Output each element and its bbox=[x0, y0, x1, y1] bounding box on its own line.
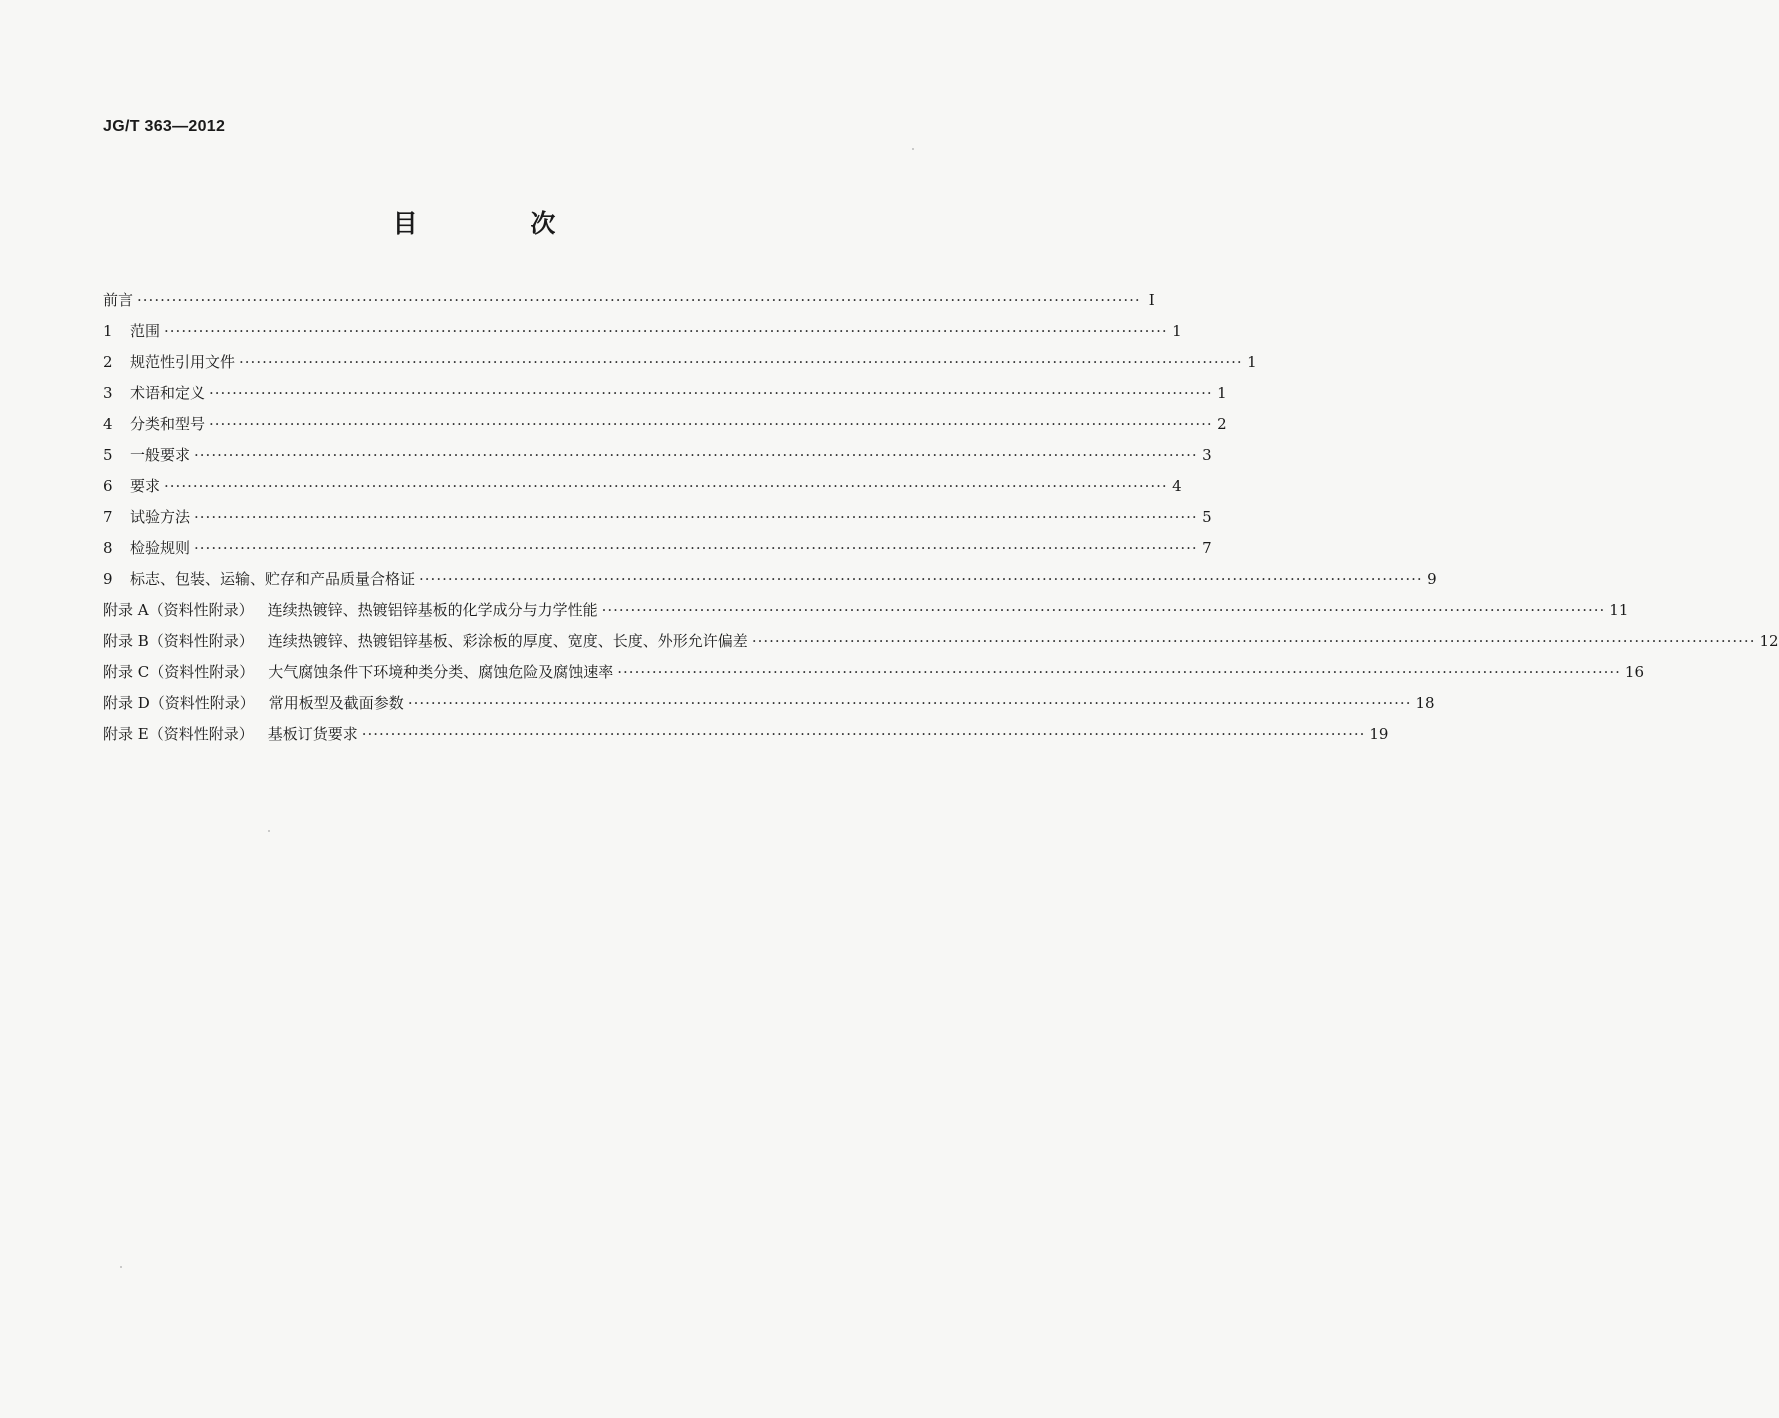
toc-entry-page: 5 bbox=[1202, 508, 1212, 526]
toc-list bbox=[103, 289, 1779, 754]
toc-entry-page: 12 bbox=[1759, 632, 1779, 650]
toc-entry-5[interactable] bbox=[103, 444, 1212, 475]
toc-entry-text: 连续热镀锌、热镀铝锌基板的化学成分与力学性能 bbox=[267, 601, 598, 619]
toc-entry-number: 4 bbox=[103, 415, 113, 433]
standard-code: JG/T 363—2012 bbox=[103, 118, 226, 135]
toc-leader-dots bbox=[194, 539, 1198, 557]
toc-entry-text: 分类和型号 bbox=[130, 415, 206, 433]
toc-leader-dots bbox=[164, 322, 1168, 340]
toc-leader-dots bbox=[209, 415, 1213, 433]
toc-entry-8[interactable] bbox=[103, 537, 1212, 568]
toc-entry-appendix-d[interactable] bbox=[103, 692, 1435, 723]
toc-entry-number: 2 bbox=[103, 353, 113, 371]
toc-leader-dots bbox=[239, 353, 1243, 371]
toc-appendix-label: 附录 E（资料性附录） bbox=[103, 725, 254, 743]
toc-entry-text: 常用板型及截面参数 bbox=[268, 694, 404, 712]
toc-entry-text: 范围 bbox=[130, 322, 161, 340]
toc-leader-dots bbox=[419, 570, 1423, 588]
toc-entry-appendix-e[interactable] bbox=[103, 723, 1389, 754]
toc-entry-6[interactable] bbox=[103, 475, 1182, 506]
toc-entry-page: 11 bbox=[1609, 601, 1629, 619]
toc-entry-page: 1 bbox=[1172, 322, 1182, 340]
toc-entry-number: 1 bbox=[103, 322, 113, 340]
toc-title: 目 次 bbox=[392, 209, 608, 238]
toc-entry-1[interactable] bbox=[103, 320, 1182, 351]
toc-appendix-label: 附录 C（资料性附录） bbox=[103, 663, 255, 681]
toc-leader-dots bbox=[164, 477, 1168, 495]
toc-entry-text: 基板订货要求 bbox=[267, 725, 358, 743]
toc-entry-2[interactable] bbox=[103, 351, 1257, 382]
toc-appendix-label: 附录 D（资料性附录） bbox=[103, 694, 255, 712]
toc-entry-text: 连续热镀锌、热镀铝锌基板、彩涂板的厚度、宽度、长度、外形允许偏差 bbox=[267, 632, 748, 650]
toc-leader-dots bbox=[194, 508, 1198, 526]
toc-entry-appendix-b[interactable] bbox=[103, 630, 1779, 661]
toc-entry-page: 7 bbox=[1202, 539, 1212, 557]
toc-entry-number: 5 bbox=[103, 446, 113, 464]
toc-entry-appendix-c[interactable] bbox=[103, 661, 1645, 692]
toc-entry-text: 要求 bbox=[130, 477, 161, 495]
toc-entry-number: 8 bbox=[103, 539, 113, 557]
scan-speck bbox=[120, 1266, 122, 1268]
toc-entry-page: 9 bbox=[1427, 570, 1437, 588]
toc-entry-4[interactable] bbox=[103, 413, 1227, 444]
toc-entry-preface[interactable] bbox=[103, 289, 1155, 320]
toc-entry-number: 7 bbox=[103, 508, 113, 526]
toc-entry-9[interactable] bbox=[103, 568, 1437, 599]
toc-leader-dots bbox=[209, 384, 1213, 402]
scan-speck bbox=[268, 830, 270, 832]
toc-entry-number: 6 bbox=[103, 477, 113, 495]
toc-appendix-label: 附录 B（资料性附录） bbox=[103, 632, 254, 650]
toc-entry-text: 标志、包装、运输、贮存和产品质量合格证 bbox=[130, 570, 416, 588]
toc-entry-text: 试验方法 bbox=[130, 508, 191, 526]
toc-entry-number: 9 bbox=[103, 570, 113, 588]
toc-leader-dots bbox=[752, 632, 1756, 650]
toc-entry-text: 规范性引用文件 bbox=[130, 353, 236, 371]
toc-entry-page: 19 bbox=[1369, 725, 1389, 743]
toc-leader-dots bbox=[194, 446, 1198, 464]
toc-leader-dots bbox=[362, 725, 1366, 743]
toc-leader-dots bbox=[617, 663, 1621, 681]
toc-entry-page: 4 bbox=[1172, 477, 1182, 495]
toc-leader-dots bbox=[408, 694, 1412, 712]
toc-entry-7[interactable] bbox=[103, 506, 1212, 537]
toc-entry-appendix-a[interactable] bbox=[103, 599, 1629, 630]
toc-entry-page: 2 bbox=[1217, 415, 1227, 433]
toc-entry-3[interactable] bbox=[103, 382, 1227, 413]
toc-entry-number: 3 bbox=[103, 384, 113, 402]
toc-leader-dots bbox=[602, 601, 1606, 619]
toc-entry-page: 16 bbox=[1624, 663, 1645, 681]
scan-speck bbox=[912, 148, 914, 150]
toc-entry-page: 3 bbox=[1202, 446, 1212, 464]
toc-entry-text: 检验规则 bbox=[130, 539, 191, 557]
toc-entry-text: 前言 bbox=[103, 291, 134, 309]
toc-leader-dots bbox=[137, 291, 1141, 309]
toc-entry-text: 术语和定义 bbox=[130, 384, 206, 402]
toc-appendix-label: 附录 A（资料性附录） bbox=[103, 601, 254, 619]
toc-entry-page: 18 bbox=[1415, 694, 1435, 712]
toc-entry-text: 一般要求 bbox=[130, 446, 191, 464]
toc-entry-text: 大气腐蚀条件下环境种类分类、腐蚀危险及腐蚀速率 bbox=[268, 663, 614, 681]
toc-entry-page: 1 bbox=[1247, 353, 1257, 371]
toc-entry-page: 1 bbox=[1217, 384, 1227, 402]
toc-entry-page: Ⅰ bbox=[1148, 291, 1155, 309]
